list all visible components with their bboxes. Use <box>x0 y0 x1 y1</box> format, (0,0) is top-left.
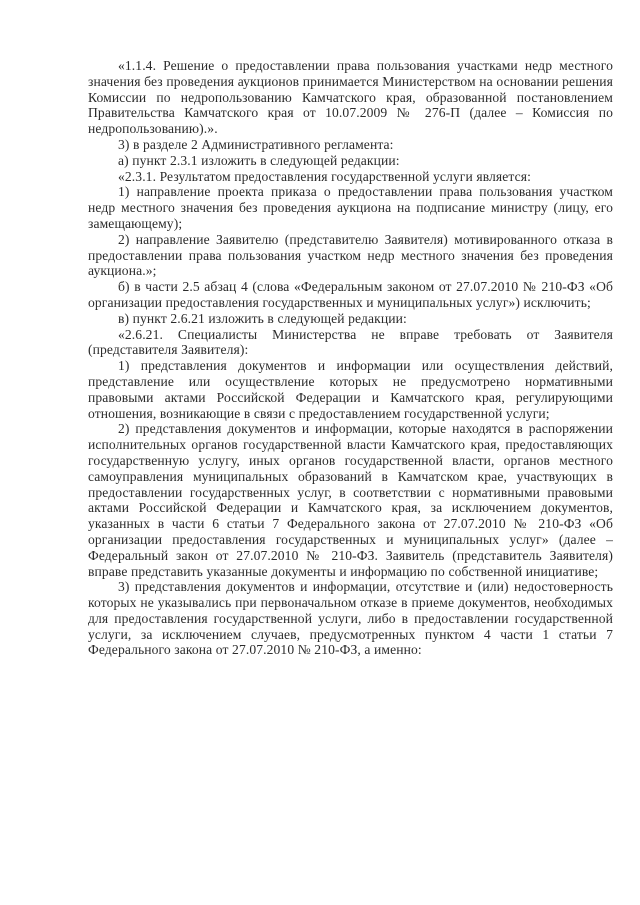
paragraph-section-2-intro: 3) в разделе 2 Административного регламента: <box>118 136 394 152</box>
paragraph-2-6-21-item-3: 3) представления документов и информации, отсутствие и (или) недостоверность которых не указывались при первоначальном отказе в приеме документов, необходимых для предоставления государственной услуги, либо в предоставлении государственной услуги, за исключением случаев, предусмотренных пунктом 4 части 1 статьи 7 Федерального закона от 27.07.2010 № 210-ФЗ, а именно: <box>88 579 613 658</box>
paragraph-item-v: в) пункт 2.6.21 изложить в следующей редакции: <box>118 310 407 326</box>
paragraph-1-1-4: «1.1.4. Решение о предоставлении права пользования участками недр местного значения без проведения аукционов принимается Министерством на основании решения Комиссии по недропользованию Камчатского края, образованной постановлением Правительства Камчатского края от 10.07.2009 № 276-П (далее – Комиссия по недропользованию).». <box>88 58 613 137</box>
paragraph-2-3-1: «2.3.1. Результатом предоставления государственной услуги является: <box>118 168 531 184</box>
paragraph-item-a: а) пункт 2.3.1 изложить в следующей редакции: <box>118 152 400 168</box>
paragraph-2-6-21-item-1: 1) представления документов и информации или осуществления действий, представление или осуществление которых не предусмотрено нормативными правовыми актами Российской Федерации и Камчатского края, регулирующими отношения, возникающие в связи с предоставлением государственной услуги; <box>88 358 613 421</box>
paragraph-2-3-1-item-2: 2) направление Заявителю (представителю Заявителя) мотивированного отказа в предоставлении права пользования участком недр местного значения без проведения аукциона.»; <box>88 231 613 279</box>
paragraph-item-b: б) в части 2.5 абзац 4 (слова «Федеральным законом от 27.07.2010 № 210-ФЗ «Об организации предоставления государственных и муниципальных услуг») исключить; <box>88 279 613 310</box>
paragraph-2-6-21-item-2: 2) представления документов и информации, которые находятся в распоряжении исполнительных органов государственной власти Камчатского края, предоставляющих государственную услугу, иных органов государственной власти, органов местного самоуправления муниципальных образований в Камчатском крае, участвующих в предоставлении государственных услуг, в соответствии с нормативными правовыми актами Российской Федерации и Камчатского края, за исключением документов, указанных в части 6 статьи 7 Федерального закона от 27.07.2010 № 210-ФЗ «Об организации предоставления государственных и муниципальных услуг» (далее – Федеральный закон от 27.07.2010 № 210-ФЗ. Заявитель (представитель Заявителя) вправе представить указанные документы и информацию по собственной инициативе; <box>88 421 613 579</box>
paragraph-2-3-1-item-1: 1) направление проекта приказа о предоставлении права пользования участком недр местного значения без проведения аукциона на подписание министру (лицу, его замещающему); <box>88 184 613 231</box>
paragraph-2-6-21: «2.6.21. Специалисты Министерства не вправе требовать от Заявителя (представителя Заявителя): <box>88 326 613 358</box>
document-page <box>88 58 613 658</box>
